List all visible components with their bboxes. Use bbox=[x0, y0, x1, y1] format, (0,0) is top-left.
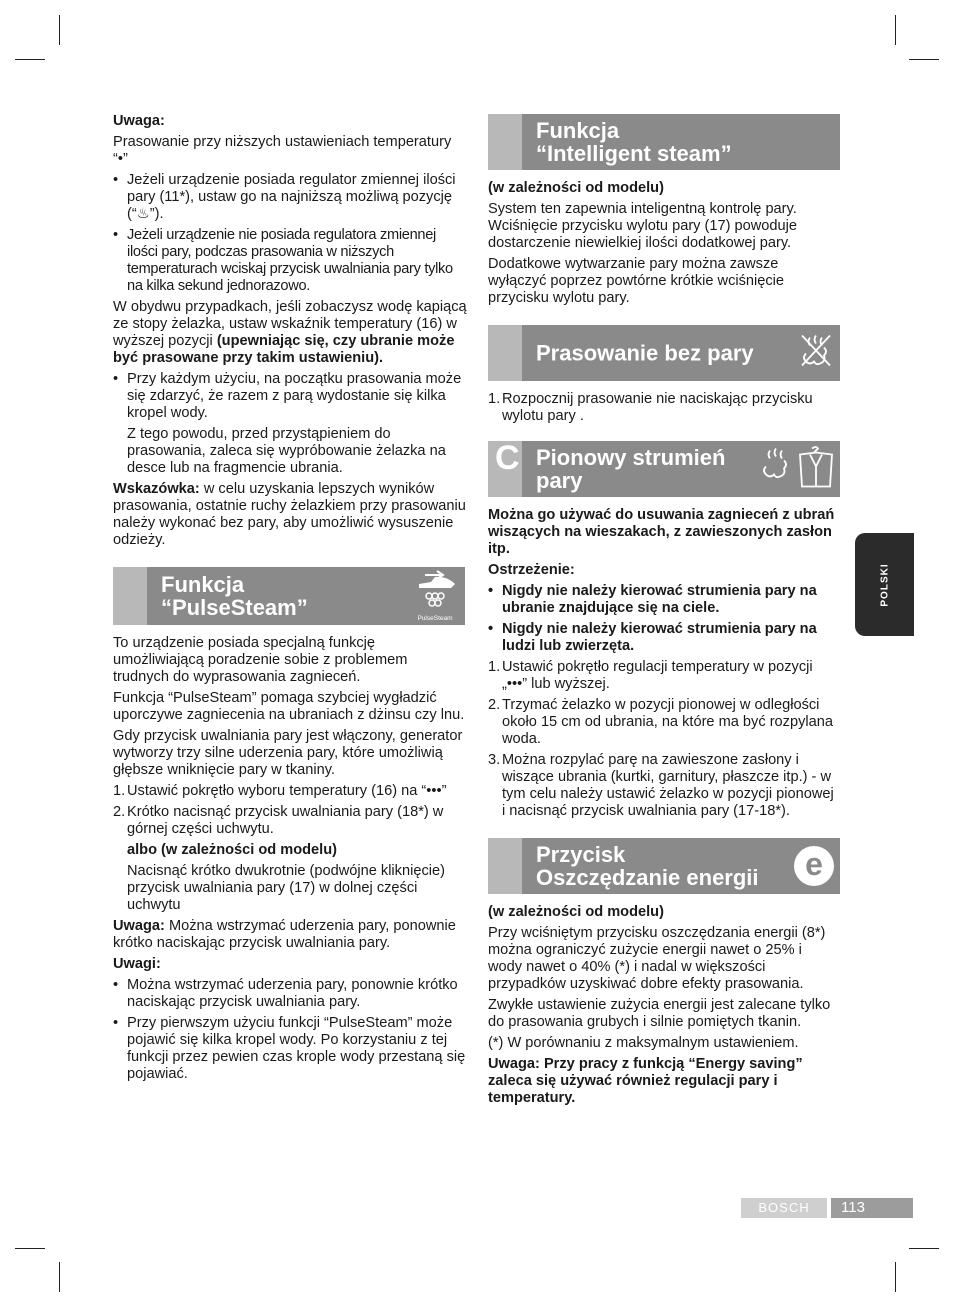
eco-paragraph: (*) W porównaniu z maksymalnym ustawieniem. bbox=[488, 1035, 799, 1051]
crop-mark bbox=[895, 1262, 896, 1292]
crop-mark bbox=[15, 59, 45, 60]
both-cases-text: W obydwu przypadkach, jeśli zobaczysz wodę kapiącą ze stopy żelazka, ustaw wskaźnik temperatury (16) w wyższej pozycji (upewniając się, czy ubranie może być prasowane przy takim ustawieniu). bbox=[113, 299, 467, 366]
crop-mark bbox=[15, 1248, 45, 1249]
vertical-steam-heading bbox=[488, 441, 840, 497]
section-tab bbox=[488, 838, 522, 894]
pulsesteam-heading bbox=[113, 567, 465, 625]
no-steam-icon bbox=[798, 332, 834, 375]
pulse-alt-text: Nacisnąć krótko dwukrotnie (podwójne kliknięcie) przycisk uwalniania pary (17) w dolnej części uchwytu bbox=[127, 863, 445, 913]
dry-step: 1. Rozpocznij prasowanie nie naciskając przycisku wylotu pary . bbox=[488, 391, 813, 424]
intel-paragraph: System ten zapewnia inteligentną kontrolę pary. Wciśnięcie przycisku wylotu pary (17) powoduje dostarczenie niewielkiej ilości dodatkowej pary. bbox=[488, 201, 798, 251]
left-column bbox=[113, 113, 467, 1087]
pulse-note: Uwaga: Można wstrzymać uderzenia pary, ponownie krótko naciskając przycisk uwalniania pary. bbox=[113, 918, 456, 951]
crop-mark bbox=[909, 1248, 939, 1249]
section-tab bbox=[488, 114, 522, 170]
energy-saving-heading bbox=[488, 838, 840, 894]
section-tab bbox=[488, 325, 522, 381]
pulsesteam-icon bbox=[411, 570, 459, 622]
pulsesteam-icon-label: PulseSteam bbox=[417, 615, 453, 622]
note-title: Uwaga: bbox=[113, 113, 165, 129]
footer-brand: BOSCH bbox=[741, 1198, 827, 1218]
pulse-notes-title: Uwagi: bbox=[113, 956, 161, 972]
warning-title: Ostrzeżenie: bbox=[488, 562, 575, 578]
pulse-notes-bullet: • Można wstrzymać uderzenia pary, ponownie krótko naciskając przycisk uwalniania pary. bbox=[113, 977, 467, 1011]
section-title: Prasowanie bez pary bbox=[536, 340, 754, 366]
section-tab: C bbox=[488, 441, 522, 497]
vertical-step: 1. Ustawić pokrętło regulacji temperatury w pozycji „•••” lub wyższej. bbox=[488, 659, 813, 692]
warning-bullet: • Nigdy nie należy kierować strumienia pary na ludzi lub zwierzęta. bbox=[488, 621, 840, 655]
energy-icon: e bbox=[794, 846, 834, 886]
crop-mark bbox=[895, 15, 896, 45]
eco-note: Uwaga: Przy pracy z funkcją “Energy saving” zaleca się używać również regulacji pary i temperatury. bbox=[488, 1056, 803, 1106]
section-title: Funkcja “Intelligent steam” bbox=[536, 118, 732, 166]
crop-mark bbox=[59, 1262, 60, 1292]
model-note: (w zależności od modelu) bbox=[488, 180, 664, 196]
note-bullet: • Jeżeli urządzenie nie posiada regulatora zmiennej ilości pary, podczas prasowania w niższych temperaturach wciskaj przycisk uwalniania pary tylko na kilka sekund jednorazowo. bbox=[113, 227, 467, 295]
section-title: Przycisk Oszczędzanie energii bbox=[536, 842, 759, 890]
crop-mark bbox=[909, 59, 939, 60]
vertical-step: 2. Trzymać żelazko w pozycji pionowej w odległości około 15 cm od ubrania, na które ma być rozpylana woda. bbox=[488, 697, 833, 747]
first-use-indent: Z tego powodu, przed przystąpieniem do prasowania, zaleca się wypróbowanie żelazka na desce lub na fragmencie ubrania. bbox=[127, 426, 446, 476]
first-use-bullet: • Przy każdym użyciu, na początku prasowania może się zdarzyć, że razem z parą wydostanie się kilka kropel wody. bbox=[113, 371, 467, 422]
pulse-paragraph: Funkcja “PulseSteam” pomaga szybciej wygładzić uporczywe zagniecenia na ubraniach z dżinsu czy lnu. bbox=[113, 690, 465, 723]
section-title: Funkcja “PulseSteam” bbox=[161, 572, 308, 620]
vertical-step: 3. Można rozpylać parę na zawieszone zasłony i wiszące ubrania (kurtki, garnitury, płaszcze itp.) - w tym celu należy ustawić żelazko w pozycji pionowej i nacisnąć przycisk uwalniania pary (17-18*). bbox=[488, 752, 834, 819]
pulse-step: 2. Krótko nacisnąć przycisk uwalniania pary (18*) w górnej części uchwytu. bbox=[113, 804, 444, 837]
eco-paragraph: Przy wciśniętym przycisku oszczędzania energii (8*) można ograniczyć zużycie energii nawet o 25% i wody nawet o 40% (*) i nadal w większości przypadków uzyskiwać dobre efekty prasowania. bbox=[488, 925, 826, 992]
section-title: Pionowy strumień pary bbox=[536, 445, 726, 493]
language-tab: POLSKI bbox=[855, 533, 914, 636]
dry-ironing-heading bbox=[488, 325, 840, 381]
model-note: (w zależności od modelu) bbox=[488, 904, 664, 920]
pulse-step: 1. Ustawić pokrętło wyboru temperatury (16) na “•••” bbox=[113, 783, 447, 799]
note-bullet: • Jeżeli urządzenie posiada regulator zmiennej ilości pary (11*), ustaw go na najniższą możliwą pozycję (“♨”). bbox=[113, 172, 467, 223]
section-tab bbox=[113, 567, 147, 625]
tip-text: Wskazówka: w celu uzyskania lepszych wyników prasowania, ostatnie ruchy żelazkiem przy prasowaniu należy wykonać bez pary, aby umożliwić wysuszenie odzieży. bbox=[113, 481, 466, 548]
eco-paragraph: Zwykłe ustawienie zużycia energii jest zalecane tylko do prasowania grubych i silnie pomiętych tkanin. bbox=[488, 997, 831, 1030]
vertical-steam-icon bbox=[760, 445, 834, 494]
pulse-paragraph: Gdy przycisk uwalniania pary jest włączony, generator wytworzy trzy silne uderzenia pary, które umożliwią głębsze wniknięcie pary w tkaniny. bbox=[113, 728, 463, 778]
warning-bullet: • Nigdy nie należy kierować strumienia pary na ubranie znajdujące się na ciele. bbox=[488, 583, 840, 617]
note-text: Prasowanie przy niższych ustawieniach temperatury “•” bbox=[113, 134, 452, 167]
pulse-alt-label: albo (w zależności od modelu) bbox=[127, 842, 338, 858]
crop-mark bbox=[59, 15, 60, 45]
right-column bbox=[488, 114, 840, 1111]
page-number: 113 bbox=[831, 1198, 913, 1218]
intel-paragraph: Dodatkowe wytwarzanie pary można zawsze wyłączyć poprzez powtórne krótkie wciśnięcie przycisku wylotu pary. bbox=[488, 256, 785, 306]
vertical-intro: Można go używać do usuwania zagnieceń z ubrań wiszących na wieszakach, z zawieszonych zasłon itp. bbox=[488, 507, 835, 557]
pulse-paragraph: To urządzenie posiada specjalną funkcję umożliwiającą poradzenie sobie z problemem trudnych do wyprasowania zagnieceń. bbox=[113, 635, 408, 685]
intelligent-steam-heading bbox=[488, 114, 840, 170]
pulse-notes-bullet: • Przy pierwszym użyciu funkcji “PulseSteam” może pojawić się kilka kropel wody. Po korzystaniu z tej funkcji przez pewien czas krople wody przestaną się pojawiać. bbox=[113, 1015, 467, 1083]
